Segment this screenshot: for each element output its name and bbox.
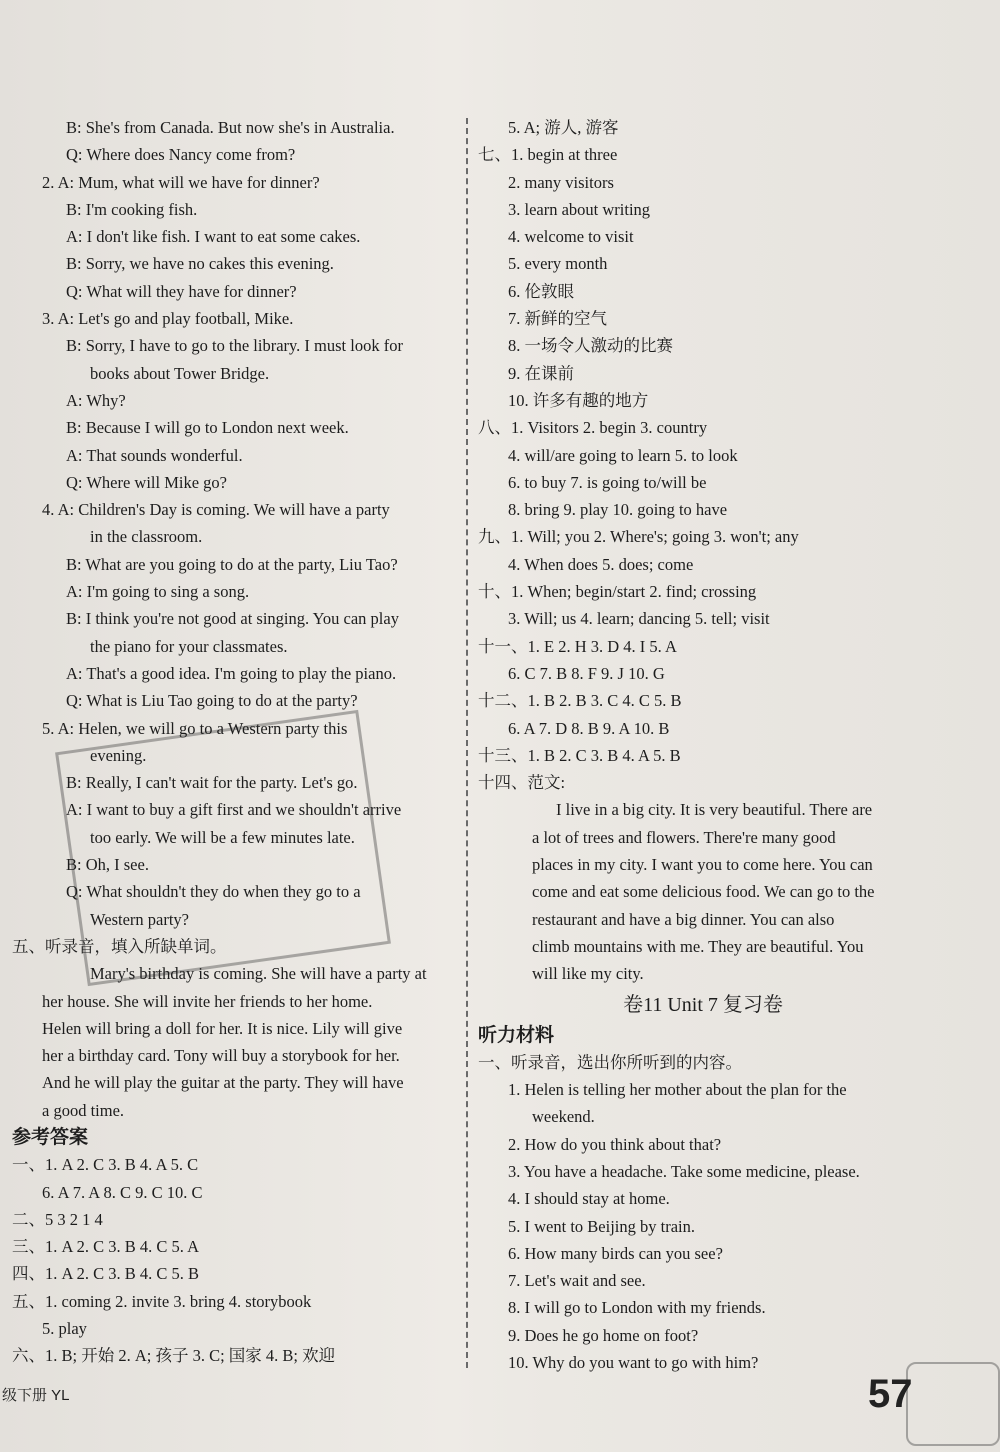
left-column-line: 六、1. B; 开始 2. A; 孩子 3. C; 国家 4. B; 欢迎 bbox=[12, 1346, 336, 1366]
right-column-line: 10. 许多有趣的地方 bbox=[508, 390, 649, 410]
right-column-line: 卷11 Unit 7 复习卷 bbox=[623, 993, 783, 1016]
right-column-line: 9. 在课前 bbox=[508, 363, 574, 383]
right-column-line: 5. I went to Beijing by train. bbox=[508, 1216, 695, 1236]
left-column-line: Western party? bbox=[90, 909, 189, 929]
right-column-line: 七、1. begin at three bbox=[478, 145, 618, 165]
left-column-line: 6. A 7. A 8. C 9. C 10. C bbox=[42, 1182, 203, 1202]
left-column-line: A: Why? bbox=[66, 390, 126, 410]
right-column-line: 4. When does 5. does; come bbox=[508, 554, 694, 574]
left-column-line: the piano for your classmates. bbox=[90, 636, 288, 656]
right-column-line: restaurant and have a big dinner. You can also bbox=[532, 909, 835, 929]
right-column-line: 6. to buy 7. is going to/will be bbox=[508, 472, 707, 492]
right-column-line: 听力材料 bbox=[478, 1024, 555, 1046]
right-column-line: 6. A 7. D 8. B 9. A 10. B bbox=[508, 718, 670, 738]
left-column-line: 参考答案 bbox=[12, 1126, 89, 1148]
right-column-line: 十三、1. B 2. C 3. B 4. A 5. B bbox=[478, 745, 681, 765]
left-column-line: Q: What will they have for dinner? bbox=[66, 281, 297, 301]
left-column-line: A: I'm going to sing a song. bbox=[66, 582, 250, 602]
column-divider bbox=[466, 118, 468, 1368]
right-column-line: a lot of trees and flowers. There're many good bbox=[532, 827, 836, 847]
left-column-line: B: I'm cooking fish. bbox=[66, 199, 198, 219]
left-column-line: Q: What shouldn't they do when they go to a bbox=[66, 882, 361, 902]
right-column-line: 8. I will go to London with my friends. bbox=[508, 1298, 766, 1318]
left-column-line: in the classroom. bbox=[90, 527, 203, 547]
left-column-line: 2. A: Mum, what will we have for dinner? bbox=[42, 172, 320, 192]
right-column-line: places in my city. I want you to come here. You can bbox=[532, 855, 873, 875]
left-column-line: B: Sorry, I have to go to the library. I must look for bbox=[66, 336, 403, 356]
left-column-line: books about Tower Bridge. bbox=[90, 363, 270, 383]
right-column-line: 一、听录音，选出你所听到的内容。 bbox=[478, 1052, 742, 1072]
left-column-line: And he will play the guitar at the party. They will have bbox=[42, 1073, 404, 1093]
left-column-line: a good time. bbox=[42, 1100, 125, 1120]
right-column-line: 4. welcome to visit bbox=[508, 227, 634, 247]
left-column-line: A: That's a good idea. I'm going to play the piano. bbox=[66, 663, 397, 683]
left-column-line: her house. She will invite her friends to her home. bbox=[42, 991, 373, 1011]
page-number: 57 bbox=[868, 1372, 913, 1416]
left-column-line: A: I don't like fish. I want to eat some cakes. bbox=[66, 227, 361, 247]
left-column-line: Helen will bring a doll for her. It is nice. Lily will give bbox=[42, 1018, 403, 1038]
left-column-line: B: Because I will go to London next week. bbox=[66, 418, 349, 438]
right-column-line: 八、1. Visitors 2. begin 3. country bbox=[478, 418, 708, 438]
right-column-line: 2. many visitors bbox=[508, 172, 614, 192]
right-column-line: 十四、范文: bbox=[478, 773, 566, 793]
left-column-line: 五、听录音，填入所缺单词。 bbox=[12, 936, 227, 956]
right-column-line: I live in a big city. It is very beautiful. There are bbox=[556, 800, 873, 820]
left-column-line: A: That sounds wonderful. bbox=[66, 445, 243, 465]
right-column bbox=[478, 114, 928, 1376]
left-column-line: Mary's birthday is coming. She will have a party at bbox=[90, 964, 427, 984]
right-column-line: 8. bring 9. play 10. going to have bbox=[508, 500, 728, 520]
right-column-line: 7. 新鲜的空气 bbox=[508, 309, 607, 329]
right-column-line: 5. every month bbox=[508, 254, 608, 274]
left-column bbox=[12, 114, 460, 1370]
left-column-line: A: I want to buy a gift first and we shouldn't arrive bbox=[66, 800, 402, 820]
left-column-line: too early. We will be a few minutes late. bbox=[90, 827, 355, 847]
left-column-line: B: Oh, I see. bbox=[66, 855, 149, 875]
right-column-line: 九、1. Will; you 2. Where's; going 3. won't; any bbox=[478, 527, 799, 547]
right-column-line: 2. How do you think about that? bbox=[508, 1134, 722, 1154]
right-column-line: 8. 一场令人激动的比赛 bbox=[508, 336, 673, 356]
left-column-line: 四、1. A 2. C 3. B 4. C 5. B bbox=[12, 1264, 200, 1284]
right-column-line: 10. Why do you want to go with him? bbox=[508, 1353, 759, 1373]
right-column-line: 6. How many birds can you see? bbox=[508, 1243, 723, 1263]
right-column-line: 3. learn about writing bbox=[508, 199, 651, 219]
left-column-line: 5. play bbox=[42, 1319, 87, 1339]
right-column-line: 6. C 7. B 8. F 9. J 10. G bbox=[508, 663, 665, 683]
right-column-line: 7. Let's wait and see. bbox=[508, 1271, 646, 1291]
right-column-line: will like my city. bbox=[532, 964, 644, 984]
right-column-line: climb mountains with me. They are beautiful. You bbox=[532, 936, 864, 956]
left-column-line: 五、1. coming 2. invite 3. bring 4. storybook bbox=[12, 1291, 312, 1311]
left-column-line: B: What are you going to do at the party, Liu Tao? bbox=[66, 554, 398, 574]
left-column-line: 一、1. A 2. C 3. B 4. A 5. C bbox=[12, 1155, 199, 1175]
left-column-line: Q: Where will Mike go? bbox=[66, 472, 227, 492]
left-column-line: B: I think you're not good at singing. You can play bbox=[66, 609, 399, 629]
left-column-line: Q: Where does Nancy come from? bbox=[66, 145, 296, 165]
right-column-line: 9. Does he go home on foot? bbox=[508, 1325, 699, 1345]
left-column-line: 5. A: Helen, we will go to a Western party this bbox=[42, 718, 348, 738]
left-column-line: Q: What is Liu Tao going to do at the party? bbox=[66, 691, 358, 711]
right-column-line: come and eat some delicious food. We can go to the bbox=[532, 882, 875, 902]
left-column-line: her a birthday card. Tony will buy a storybook for her. bbox=[42, 1046, 400, 1066]
right-column-line: weekend. bbox=[532, 1107, 595, 1127]
left-column-line: B: Really, I can't wait for the party. Let's go. bbox=[66, 773, 358, 793]
right-column-line: 4. I should stay at home. bbox=[508, 1189, 670, 1209]
right-column-line: 1. Helen is telling her mother about the plan for the bbox=[508, 1080, 847, 1100]
footer-grade-label: 级下册 YL bbox=[2, 1387, 70, 1404]
right-column-line: 4. will/are going to learn 5. to look bbox=[508, 445, 738, 465]
right-column-line: 6. 伦敦眼 bbox=[508, 281, 574, 301]
left-column-line: B: She's from Canada. But now she's in Australia. bbox=[66, 118, 395, 137]
right-column-line: 5. A; 游人, 游客 bbox=[508, 118, 619, 137]
right-column-line: 十二、1. B 2. B 3. C 4. C 5. B bbox=[478, 691, 682, 711]
right-column-line: 3. You have a headache. Take some medicine, please. bbox=[508, 1161, 860, 1181]
right-column-line: 十一、1. E 2. H 3. D 4. I 5. A bbox=[478, 636, 677, 656]
left-column-line: evening. bbox=[90, 745, 147, 765]
left-column-line: 4. A: Children's Day is coming. We will have a party bbox=[42, 500, 390, 520]
left-column-line: B: Sorry, we have no cakes this evening. bbox=[66, 254, 334, 274]
left-column-line: 3. A: Let's go and play football, Mike. bbox=[42, 309, 294, 329]
site-logo-watermark bbox=[906, 1362, 1000, 1446]
right-column-line: 十、1. When; begin/start 2. find; crossing bbox=[478, 582, 757, 602]
left-column-line: 二、5 3 2 1 4 bbox=[12, 1209, 103, 1229]
right-column-line: 3. Will; us 4. learn; dancing 5. tell; visit bbox=[508, 609, 770, 629]
left-column-line: 三、1. A 2. C 3. B 4. C 5. A bbox=[12, 1237, 200, 1257]
